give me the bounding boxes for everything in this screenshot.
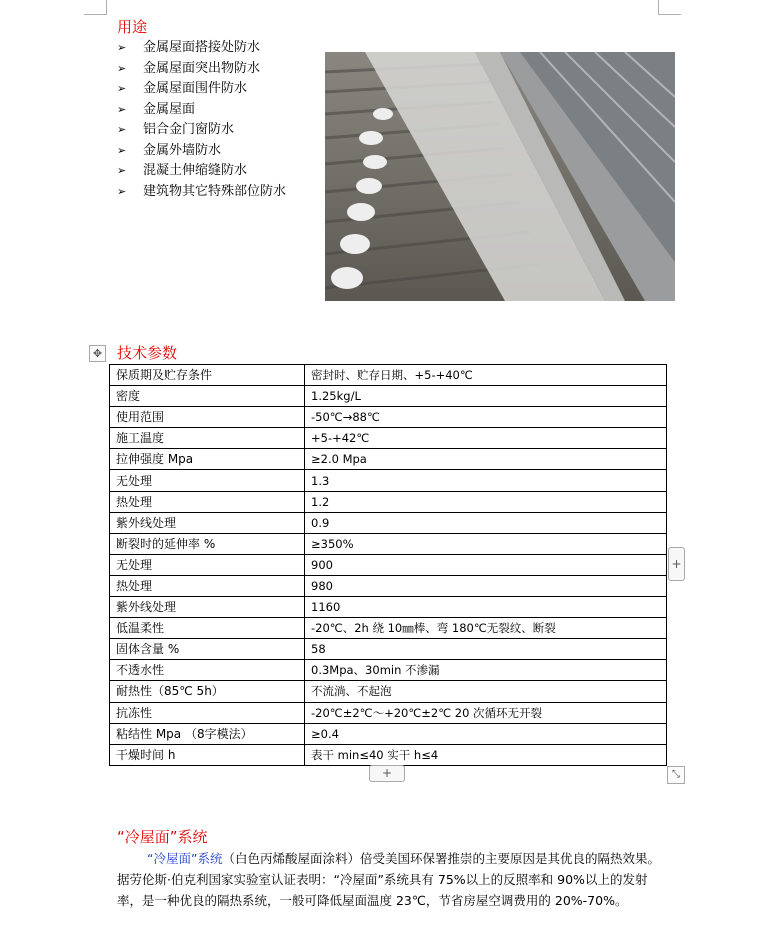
uses-list-item	[117, 100, 286, 121]
uses-list-item	[117, 38, 286, 59]
spec-table-body	[110, 365, 667, 766]
uses-list	[117, 38, 286, 202]
param-value-cell[interactable]: 900	[305, 554, 667, 575]
param-value-cell[interactable]: ≥2.0 Mpa	[305, 449, 667, 470]
param-name-cell[interactable]: 固体含量 %	[110, 639, 305, 660]
table-row	[110, 512, 667, 533]
param-name-cell[interactable]: 紫外线处理	[110, 512, 305, 533]
uses-item-text: 金属屋面突出物防水	[143, 60, 261, 76]
uses-list-item	[117, 141, 286, 162]
param-name-cell[interactable]: 保质期及贮存条件	[110, 365, 305, 386]
param-name-cell[interactable]: 拉伸强度 Mpa	[110, 449, 305, 470]
uses-item-text: 金属外墙防水	[143, 142, 222, 158]
param-value-cell[interactable]: ≥0.4	[305, 723, 667, 744]
table-row	[110, 723, 667, 744]
add-column-button[interactable]: +	[668, 547, 685, 581]
table-row	[110, 407, 667, 428]
arrow-bullet-icon: ➢	[117, 41, 127, 54]
arrow-bullet-icon: ➢	[117, 61, 127, 75]
tech-heading: 技术参数	[117, 344, 178, 362]
table-row	[110, 533, 667, 554]
param-value-cell[interactable]: 1160	[305, 597, 667, 618]
table-row	[110, 597, 667, 618]
uses-list-item	[117, 182, 286, 203]
param-value-cell[interactable]: 密封时、贮存日期、+5-+40℃	[305, 365, 667, 386]
param-value-cell[interactable]: -20℃、2h 绕 10㎜棒、弯 180℃无裂纹、断裂	[305, 618, 667, 639]
param-name-cell[interactable]: 不透水性	[110, 660, 305, 681]
uses-item-text: 建筑物其它特殊部位防水	[143, 183, 287, 199]
param-value-cell[interactable]: 980	[305, 575, 667, 596]
uses-item-text: 金属屋面	[143, 101, 196, 117]
add-row-button[interactable]: +	[369, 765, 405, 782]
param-name-cell[interactable]: 使用范围	[110, 407, 305, 428]
arrow-bullet-icon: ➢	[117, 184, 127, 198]
param-value-cell[interactable]: 不流淌、不起泡	[305, 681, 667, 702]
arrow-bullet-icon: ➢	[117, 82, 127, 95]
table-row	[110, 491, 667, 512]
param-value-cell[interactable]: -20℃±2℃～+20℃±2℃ 20 次循环无开裂	[305, 702, 667, 723]
page-corner-mark-right	[658, 0, 681, 15]
param-value-cell[interactable]: 1.2	[305, 491, 667, 512]
param-value-cell[interactable]: 1.3	[305, 470, 667, 491]
uses-heading: 用途	[117, 18, 148, 36]
uses-list-item	[117, 120, 286, 141]
arrow-bullet-icon: ➢	[117, 123, 127, 136]
param-value-cell[interactable]: ≥350%	[305, 533, 667, 554]
uses-item-text: 铝合金门窗防水	[143, 122, 235, 137]
table-move-handle[interactable]: ✥	[89, 345, 106, 362]
param-name-cell[interactable]: 无处理	[110, 554, 305, 575]
page-corner-mark-left	[84, 0, 107, 15]
table-row	[110, 449, 667, 470]
uses-item-text: 混凝土伸缩缝防水	[143, 163, 248, 178]
table-row	[110, 386, 667, 407]
table-row	[110, 702, 667, 723]
metal-roof-photo	[325, 52, 675, 301]
param-name-cell[interactable]: 热处理	[110, 575, 305, 596]
table-row	[110, 575, 667, 596]
cool-roof-text: （白色丙烯酸屋面涂料）倍受美国环保署推崇的主要原因是其优良的隔热效果。据劳伦斯·伯克利国家实验室认证表明：“冷屋面”系统具有 75%以上的反照率和 90%以上的发射率，是一种优良的隔热系统，一般可降低屋面温度 23℃，节省房屋空调费用的 20%-70%。	[117, 851, 660, 908]
table-row	[110, 470, 667, 491]
table-row	[110, 681, 667, 702]
table-row	[110, 554, 667, 575]
arrow-bullet-icon: ➢	[117, 143, 127, 157]
table-resize-handle[interactable]: ⤡	[667, 766, 685, 784]
uses-list-item	[117, 79, 286, 100]
param-name-cell[interactable]: 抗冻性	[110, 702, 305, 723]
table-row	[110, 660, 667, 681]
uses-item-text: 金属屋面搭接处防水	[143, 40, 261, 55]
param-value-cell[interactable]: 表干 min≤40 实干 h≤4	[305, 744, 667, 765]
param-name-cell[interactable]: 施工温度	[110, 428, 305, 449]
param-value-cell[interactable]: 0.9	[305, 512, 667, 533]
arrow-bullet-icon: ➢	[117, 164, 127, 177]
table-row	[110, 428, 667, 449]
table-row	[110, 744, 667, 765]
arrow-bullet-icon: ➢	[117, 102, 127, 116]
param-value-cell[interactable]: 0.3Mpa、30min 不渗漏	[305, 660, 667, 681]
cool-roof-paragraph	[117, 848, 660, 911]
param-value-cell[interactable]: 58	[305, 639, 667, 660]
table-row	[110, 618, 667, 639]
param-name-cell[interactable]: 耐热性（85℃ 5h）	[110, 681, 305, 702]
param-name-cell[interactable]: 热处理	[110, 491, 305, 512]
param-name-cell[interactable]: 无处理	[110, 470, 305, 491]
param-name-cell[interactable]: 断裂时的延伸率 %	[110, 533, 305, 554]
cool-roof-lead: “冷屋面”系统	[147, 851, 223, 866]
param-name-cell[interactable]: 密度	[110, 386, 305, 407]
cool-roof-heading: “冷屋面”系统	[117, 828, 208, 846]
param-value-cell[interactable]: -50℃→88℃	[305, 407, 667, 428]
table-row	[110, 639, 667, 660]
uses-list-item	[117, 59, 286, 80]
param-value-cell[interactable]: +5-+42℃	[305, 428, 667, 449]
metal-roof-photo-image	[325, 52, 675, 301]
table-row	[110, 365, 667, 386]
param-name-cell[interactable]: 低温柔性	[110, 618, 305, 639]
param-name-cell[interactable]: 粘结性 Mpa （8字模法）	[110, 723, 305, 744]
spec-table	[109, 364, 667, 766]
uses-list-item	[117, 161, 286, 182]
uses-item-text: 金属屋面围件防水	[143, 81, 248, 96]
param-value-cell[interactable]: 1.25kg/L	[305, 386, 667, 407]
param-name-cell[interactable]: 紫外线处理	[110, 597, 305, 618]
param-name-cell[interactable]: 干燥时间 h	[110, 744, 305, 765]
